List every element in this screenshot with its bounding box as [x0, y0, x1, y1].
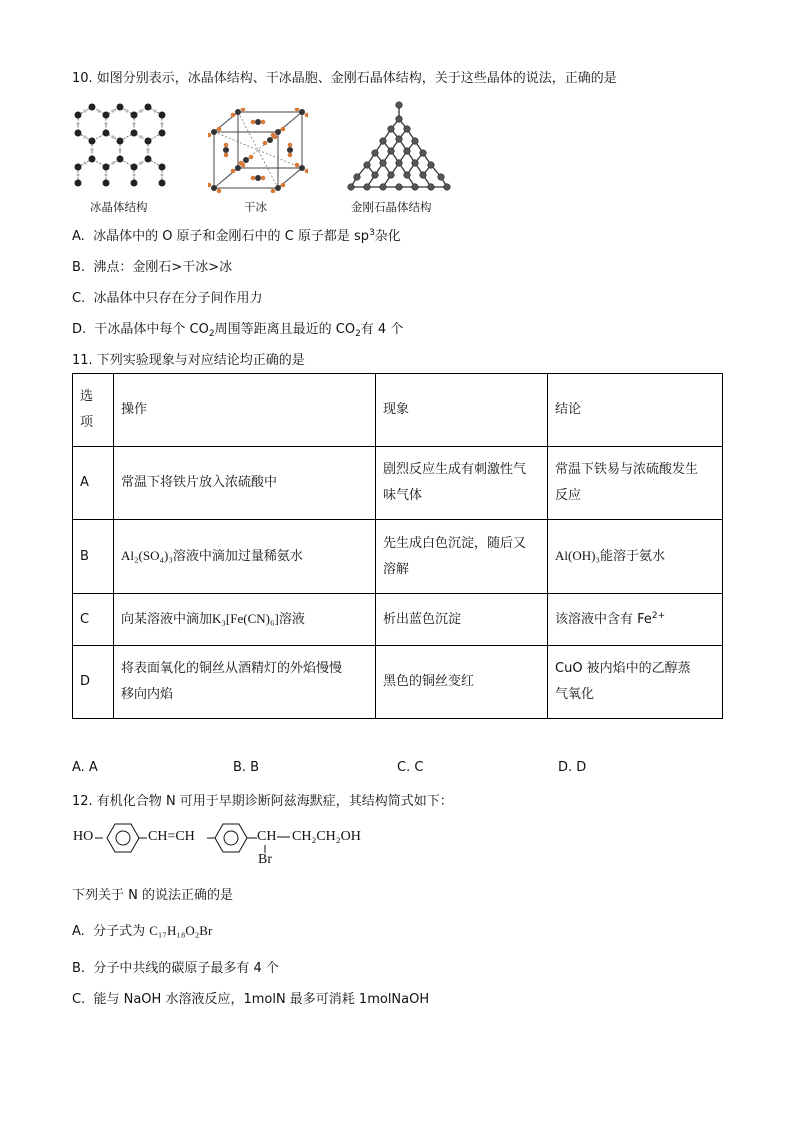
- row-phenomenon: 剧烈反应生成有刺激性气 味气体: [376, 447, 548, 520]
- table-row: [73, 594, 723, 646]
- table-row: [73, 447, 723, 520]
- structure-bond-lines: [255, 825, 295, 855]
- q11-experiment-table: [72, 373, 723, 719]
- q11-answer-a: A. A: [72, 760, 98, 775]
- row-conclusion: 常温下铁易与浓硫酸发生 反应: [548, 447, 723, 520]
- header-operation: 操作: [114, 374, 376, 447]
- row-label: B: [73, 520, 114, 594]
- q11-stem: 11. 下列实验现象与对应结论均正确的是: [72, 353, 305, 368]
- q10-option-c: C. 冰晶体中只存在分子间作用力: [72, 291, 263, 306]
- row-label: C: [73, 594, 114, 646]
- row-operation: 常温下将铁片放入浓硫酸中: [114, 447, 376, 520]
- structure-chain: CH₂CH₂OH: [292, 829, 361, 844]
- ice-crystal-structure-figure: [70, 95, 170, 195]
- table-header-row: [73, 374, 723, 447]
- header-option: 选 项: [73, 374, 114, 447]
- dry-ice-figure-caption: 干冰: [244, 200, 267, 214]
- row-conclusion: Al(OH)₃能溶于氨水: [548, 520, 723, 594]
- row-label: A: [73, 447, 114, 520]
- ice-figure-caption: 冰晶体结构: [90, 200, 148, 214]
- structure-ch: CH: [257, 829, 277, 844]
- q10-stem: 10. 如图分别表示，冰晶体结构、干冰晶胞、金刚石晶体结构，关于这些晶体的说法，正确的是: [72, 71, 617, 86]
- q11-answer-d: D. D: [558, 760, 587, 775]
- q11-answer-b: B. B: [233, 760, 260, 775]
- table-row: [73, 520, 723, 594]
- q10-option-b: B. 沸点：金刚石>干冰>冰: [72, 260, 233, 275]
- dry-ice-unit-cell-figure: [208, 108, 308, 193]
- diamond-figure-caption: 金刚石晶体结构: [351, 200, 432, 214]
- q11-answer-c: C. C: [397, 760, 424, 775]
- q12-stem: 12. 有机化合物 N 可用于早期诊断阿兹海默症，其结构简式如下：: [72, 794, 453, 809]
- table-row: [73, 646, 723, 719]
- row-operation: 向某溶液中滴加K₃[Fe(CN)₆]溶液: [114, 594, 376, 646]
- q12-question: 下列关于 N 的说法正确的是: [72, 888, 233, 903]
- header-phenomenon: 现象: [376, 374, 548, 447]
- row-phenomenon: 析出蓝色沉淀: [376, 594, 548, 646]
- row-operation: Al₂(SO₄)₃溶液中滴加过量稀氨水: [114, 520, 376, 594]
- row-phenomenon: 黑色的铜丝变红: [376, 646, 548, 719]
- row-phenomenon: 先生成白色沉淀，随后又 溶解: [376, 520, 548, 594]
- structure-ho: HO: [73, 829, 94, 844]
- structure-br: Br: [258, 852, 272, 867]
- row-operation: 将表面氧化的铜丝从酒精灯的外焰慢慢 移向内焰: [114, 646, 376, 719]
- header-conclusion: 结论: [548, 374, 723, 447]
- q12-option-c: C. 能与 NaOH 水溶液反应，1molN 最多可消耗 1molNaOH: [72, 992, 430, 1007]
- q12-option-a: A. 分子式为 C₁₇H₁₈O₂Br: [72, 923, 213, 939]
- row-conclusion: CuO 被内焰中的乙醇蒸 气氧化: [548, 646, 723, 719]
- q10-option-d: D. 干冰晶体中每个 $CO_2$周围等距离且最近的 $CO_2$有 4 个: [72, 322, 404, 339]
- diamond-crystal-structure-figure: [343, 97, 455, 195]
- row-conclusion: 该溶液中含有 $Fe^{2+}$: [548, 594, 723, 646]
- q10-option-a: A. 冰晶体中的 O 原子和金刚石中的 C 原子都是 $sp^3$杂化: [72, 228, 401, 244]
- q12-option-b: B. 分子中共线的碳原子最多有 4 个: [72, 961, 279, 976]
- row-label: D: [73, 646, 114, 719]
- structure-vinyl-link: CH=CH: [148, 829, 195, 844]
